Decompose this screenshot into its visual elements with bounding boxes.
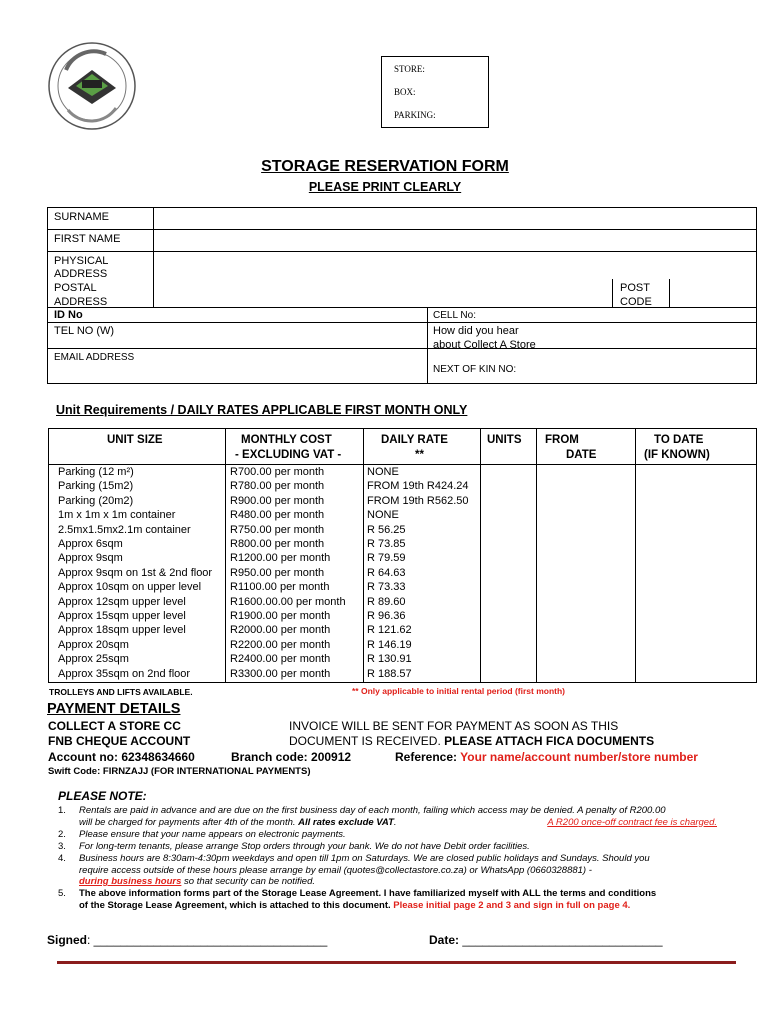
postal-address-field[interactable] (154, 280, 611, 307)
payment-account-type: FNB CHEQUE ACCOUNT (48, 734, 191, 748)
first-name-field[interactable] (154, 230, 756, 251)
reference-label: Reference: (395, 750, 461, 764)
surname-label: SURNAME (54, 211, 110, 223)
initial-rental-note: ** Only applicable to initial rental period (first month) (352, 686, 565, 696)
daily-rate-column (367, 465, 469, 681)
note-number-4: 4. (58, 853, 66, 864)
physical-address-field[interactable] (154, 252, 756, 279)
note-item-1-text: will be charged for payments after 4th of the month. (79, 816, 299, 828)
post-code-field[interactable] (670, 280, 756, 307)
note-number-1: 1. (58, 805, 66, 816)
code-label: CODE (620, 296, 652, 308)
form-title: STORAGE RESERVATION FORM (261, 158, 509, 175)
monthly-cost-cell: R2400.00 per month (230, 653, 331, 666)
payment-company: COLLECT A STORE CC (48, 719, 181, 733)
note-item-1 (79, 805, 717, 828)
postal-label: POSTAL (54, 282, 97, 294)
unit-size-cell: Parking (15m2) (58, 480, 134, 493)
unit-size-cell: Approx 35sqm on 2nd floor (58, 667, 191, 680)
monthly-cost-cell: R2200.00 per month (230, 638, 331, 651)
unit-size-cell: 2.5mx1.5mx2.1m container (58, 523, 191, 536)
payment-swift: Swift Code: FIRNZAJJ (FOR INTERNATIONAL PAYMENTS) (48, 766, 311, 777)
unit-size-cell: Approx 12sqm upper level (58, 595, 186, 608)
company-logo (46, 40, 138, 132)
unit-size-cell: Approx 9sqm (58, 552, 123, 565)
how-hear-label-2: about Collect A Store (433, 339, 536, 351)
unit-size-cell: Approx 6sqm (58, 538, 123, 551)
surname-field[interactable] (154, 208, 756, 229)
header-daily-star: ** (415, 449, 424, 461)
id-no-label: ID No (54, 309, 83, 321)
header-date: DATE (566, 449, 597, 461)
daily-rate-cell: R 73.85 (367, 538, 406, 551)
unit-size-cell: Approx 18sqm upper level (58, 624, 186, 637)
header-excluding-vat: - EXCLUDING VAT - (235, 449, 342, 461)
daily-rate-cell: R 146.19 (367, 638, 412, 651)
monthly-cost-cell: R1200.00 per month (230, 552, 331, 565)
note-item-4 (79, 853, 650, 888)
how-hear-label-1: How did you hear (433, 325, 519, 337)
signed-row (47, 933, 327, 947)
unit-requirements-title: Unit Requirements / DAILY RATES APPLICABLE FIRST MONTH ONLY (56, 403, 468, 417)
email-label: EMAIL ADDRESS (54, 352, 135, 363)
note-item-4-line-2: require access outside of these hours please arrange by email (quotes@collectastore.co.za) or WhatsApp (0660328881) - (79, 864, 592, 876)
date-line[interactable]: ______________________________ (462, 933, 663, 947)
tel-no-label: TEL NO (W) (54, 325, 115, 337)
postal-address-label: ADDRESS (54, 296, 108, 308)
fica-notice: PLEASE ATTACH FICA DOCUMENTS (444, 734, 655, 748)
note-item-2: Please ensure that your name appears on electronic payments. (79, 829, 346, 840)
parking-label: PARKING: (394, 110, 436, 120)
date-row (429, 933, 663, 947)
unit-size-cell: 1m x 1m x 1m container (58, 509, 176, 522)
note-number-5: 5. (58, 888, 66, 899)
note-item-5-text: of the Storage Lease Agreement, which is attached to this document (79, 900, 388, 911)
cell-no-label: CELL No: (433, 310, 476, 321)
header-to-date: TO DATE (654, 434, 704, 446)
payment-heading: PAYMENT DETAILS (47, 701, 181, 717)
header-monthly-cost: MONTHLY COST (241, 434, 332, 446)
unit-size-cell: Parking (20m2) (58, 494, 134, 507)
form-subtitle: PLEASE PRINT CLEARLY (308, 180, 462, 194)
note-item-4-end: so that security can be notified. (181, 876, 316, 887)
monthly-cost-cell: R1600.00.00 per month (230, 595, 346, 608)
unit-size-cell: Approx 10sqm on upper level (58, 581, 202, 594)
note-item-4-line-3 (79, 876, 650, 888)
monthly-cost-cell: R950.00 per month (230, 566, 325, 579)
unit-size-cell: Approx 9sqm on 1st & 2nd floor (58, 566, 213, 579)
business-hours-note: during business hours (79, 876, 182, 887)
first-name-label: FIRST NAME (54, 233, 121, 245)
daily-rate-cell: NONE (367, 466, 399, 478)
monthly-cost-cell: R3300.00 per month (230, 667, 331, 680)
daily-rate-cell: R 121.62 (367, 624, 412, 637)
daily-rate-cell: R 188.57 (367, 667, 412, 680)
note-number-2: 2. (58, 829, 66, 840)
header-unit-size: UNIT SIZE (107, 434, 163, 446)
note-item-5-end: . (387, 900, 394, 911)
physical-label: PHYSICAL (54, 255, 109, 267)
note-item-1-line-1: Rentals are paid in advance and are due on the first business day of each month, failing which access may be denied. A penalty of R200.00 (79, 805, 666, 816)
monthly-cost-cell: R750.00 per month (230, 523, 325, 536)
monthly-cost-cell: R800.00 per month (230, 538, 325, 551)
contract-fee-note: A R200 once-off contract fee is charged. (547, 816, 717, 828)
monthly-cost-cell: R900.00 per month (230, 494, 325, 507)
payment-branch-code: Branch code: 200912 (231, 750, 352, 764)
trolleys-note: TROLLEYS AND LIFTS AVAILABLE. (49, 687, 193, 697)
unit-size-cell: Approx 25sqm (58, 653, 129, 666)
monthly-cost-cell: R2000.00 per month (230, 624, 331, 637)
unit-size-cell: Parking (12 m²) (58, 466, 134, 478)
initial-pages-note: Please initial page 2 and 3 and sign in full on page 4. (393, 900, 631, 911)
note-item-1-line-2 (79, 817, 717, 829)
monthly-cost-cell: R480.00 per month (230, 509, 325, 522)
bottom-rule (57, 961, 736, 964)
unit-size-cell: Approx 20sqm (58, 638, 129, 651)
box-label: BOX: (394, 87, 416, 97)
header-daily-rate: DAILY RATE (381, 434, 448, 446)
store-box (381, 56, 489, 128)
monthly-cost-cell: R700.00 per month (230, 466, 325, 478)
monthly-cost-column (230, 465, 346, 681)
personal-details-table (47, 207, 757, 384)
please-note-heading: PLEASE NOTE: (58, 789, 147, 803)
daily-rate-cell: R 79.59 (367, 552, 406, 565)
unit-size-column (58, 465, 212, 681)
payment-reference (395, 750, 698, 764)
daily-rate-cell: FROM 19th R424.24 (367, 480, 469, 493)
daily-rate-cell: R 56.25 (367, 523, 406, 536)
daily-rate-cell: R 130.91 (367, 653, 412, 666)
note-item-5 (79, 888, 656, 912)
daily-rate-cell: R 73.33 (367, 581, 406, 594)
store-label: STORE: (394, 64, 425, 74)
note-item-4-line-1: Business hours are 8:30am-4:30pm weekdays and open till 1pm on Saturdays. We are closed public holidays and Sundays. Should you (79, 853, 650, 864)
invoice-line-2-text: DOCUMENT IS RECEIVED. (289, 734, 445, 748)
payment-account-no: Account no: 62348634660 (48, 750, 195, 764)
monthly-cost-cell: R1100.00 per month (230, 581, 330, 594)
daily-rate-cell: R 96.36 (367, 610, 406, 623)
note-item-5-line-2 (79, 900, 656, 912)
note-item-1-end: . (393, 816, 397, 828)
daily-rate-cell: R 64.63 (367, 566, 406, 579)
invoice-line-2 (289, 734, 654, 748)
daily-rate-cell: NONE (367, 509, 399, 522)
daily-rate-cell: FROM 19th R562.50 (367, 494, 469, 507)
next-of-kin-label: NEXT OF KIN NO: (433, 364, 517, 375)
header-if-known: (IF KNOWN) (644, 449, 710, 461)
signed-line[interactable]: : ___________________________________ (87, 933, 328, 947)
note-vat: All rates exclude VAT (298, 816, 394, 828)
invoice-line-1: INVOICE WILL BE SENT FOR PAYMENT AS SOON AS THIS (289, 719, 619, 733)
reference-value: Your name/account number/store number (460, 750, 698, 764)
header-from: FROM (545, 434, 579, 446)
unit-requirements-table (48, 428, 757, 683)
monthly-cost-cell: R780.00 per month (230, 480, 325, 493)
unit-size-cell: Approx 15sqm upper level (58, 610, 186, 623)
note-item-5-line-1: The above information forms part of the Storage Lease Agreement. I have familiarized myself with ALL the terms and conditions (79, 888, 657, 899)
note-number-3: 3. (58, 841, 66, 852)
signed-label: Signed (47, 933, 88, 947)
date-label: Date: (429, 933, 463, 947)
post-label: POST (620, 282, 650, 294)
physical-address-label: ADDRESS (54, 268, 108, 280)
daily-rate-cell: R 89.60 (367, 595, 406, 608)
header-units: UNITS (487, 434, 522, 446)
monthly-cost-cell: R1900.00 per month (230, 610, 331, 623)
note-item-3: For long-term tenants, please arrange Stop orders through your bank. We do not have Debit order facilities. (79, 841, 530, 852)
